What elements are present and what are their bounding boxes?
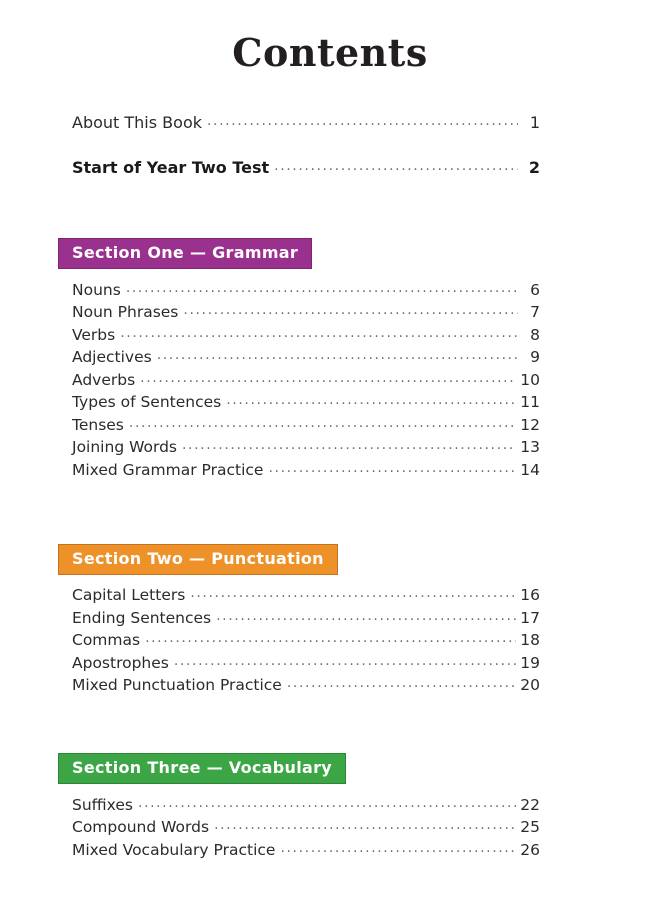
toc-entry-label: Adverbs: [72, 370, 136, 389]
dot-leader: [190, 585, 516, 601]
dot-leader: [183, 302, 518, 318]
toc-entry-page: 7: [530, 303, 540, 321]
section-one-banner-wrap: [58, 238, 540, 269]
toc-entry[interactable]: [72, 324, 540, 343]
dot-leader: [226, 392, 516, 408]
dot-leader: [280, 839, 516, 855]
toc-entry-page: 2: [528, 158, 540, 177]
toc-entry-page: 12: [520, 415, 540, 434]
section-three: [72, 753, 540, 858]
toc-entry-label: Ending Sentences: [72, 608, 212, 627]
toc-entry-label: Suffixes: [72, 795, 133, 814]
dot-leader: [216, 607, 516, 623]
spacer: [72, 131, 540, 157]
toc-entry[interactable]: [72, 157, 540, 176]
toc-entry-label: Joining Words: [72, 438, 177, 456]
table-of-contents: [72, 112, 540, 862]
toc-entry[interactable]: [72, 414, 540, 433]
dot-leader: [287, 675, 516, 691]
dot-leader: [268, 459, 516, 475]
toc-entry-label: Start of Year Two Test: [72, 158, 270, 177]
toc-entry-label: Apostrophes: [72, 653, 169, 672]
section-banner-vocabulary: Section Three — Vocabulary: [58, 753, 346, 784]
section-one-list: [72, 279, 540, 478]
toc-entry-label: Adjectives: [72, 348, 152, 366]
toc-entry[interactable]: [72, 112, 540, 131]
front-matter-list: [72, 112, 540, 176]
dot-leader: [214, 817, 516, 833]
toc-entry-label: Mixed Punctuation Practice: [72, 676, 282, 694]
toc-entry[interactable]: [72, 369, 540, 388]
toc-entry[interactable]: [72, 302, 540, 321]
section-two: [72, 544, 540, 694]
toc-entry-page: 10: [520, 370, 540, 389]
section-three-list: [72, 794, 540, 858]
toc-entry[interactable]: [72, 347, 540, 366]
section-two-banner-wrap: [58, 544, 540, 575]
toc-entry-page: 9: [530, 348, 540, 366]
toc-entry-label: Verbs: [72, 325, 116, 344]
toc-entry-label: Compound Words: [72, 818, 210, 836]
toc-entry[interactable]: [72, 279, 540, 298]
dot-leader: [207, 112, 518, 128]
dot-leader: [120, 324, 518, 340]
toc-entry-page: 6: [530, 280, 540, 299]
toc-entry-page: 11: [520, 393, 540, 411]
dot-leader: [129, 414, 516, 430]
spacer: [72, 176, 540, 238]
section-two-list: [72, 585, 540, 694]
toc-entry[interactable]: [72, 459, 540, 478]
page-title: Contents: [232, 30, 428, 75]
section-banner-grammar: Section One — Grammar: [58, 238, 312, 269]
dot-leader: [274, 157, 518, 173]
dot-leader: [157, 347, 518, 363]
toc-entry-label: Tenses: [72, 415, 124, 434]
toc-entry-label: Types of Sentences: [72, 393, 222, 411]
toc-entry-page: 22: [520, 795, 540, 814]
toc-entry-label: About This Book: [72, 113, 202, 132]
toc-entry-page: 17: [520, 608, 540, 627]
section-one: [72, 238, 540, 478]
toc-entry-page: 16: [520, 586, 540, 604]
toc-entry-label: Mixed Vocabulary Practice: [72, 840, 276, 859]
toc-entry-page: 26: [520, 840, 540, 859]
toc-entry-label: Capital Letters: [72, 586, 186, 604]
section-banner-punctuation: Section Two — Punctuation: [58, 544, 338, 575]
dot-leader: [140, 369, 516, 385]
toc-entry[interactable]: [72, 794, 540, 813]
toc-entry-page: 13: [520, 438, 540, 456]
toc-entry[interactable]: [72, 630, 540, 649]
toc-entry-page: 25: [520, 818, 540, 836]
section-three-banner-wrap: [58, 753, 540, 784]
toc-entry-label: Mixed Grammar Practice: [72, 460, 264, 479]
spacer: [72, 482, 540, 544]
spacer: [72, 697, 540, 753]
dot-leader: [145, 630, 516, 646]
toc-entry-label: Nouns: [72, 280, 121, 299]
toc-entry[interactable]: [72, 675, 540, 694]
toc-entry-page: 1: [529, 113, 540, 132]
dot-leader: [182, 437, 516, 453]
toc-entry[interactable]: [72, 392, 540, 411]
toc-entry[interactable]: [72, 652, 540, 671]
dot-leader: [138, 794, 516, 810]
toc-entry-page: 8: [530, 325, 540, 344]
toc-entry[interactable]: [72, 817, 540, 836]
toc-entry[interactable]: [72, 585, 540, 604]
toc-entry[interactable]: [72, 437, 540, 456]
toc-entry-page: 14: [520, 460, 540, 479]
toc-entry-page: 19: [520, 653, 540, 672]
toc-entry[interactable]: [72, 607, 540, 626]
dot-leader: [174, 652, 516, 668]
dot-leader: [126, 279, 518, 295]
toc-entry-label: Commas: [72, 631, 141, 649]
toc-entry-label: Noun Phrases: [72, 303, 179, 321]
toc-entry[interactable]: [72, 839, 540, 858]
toc-entry-page: 18: [520, 631, 540, 649]
toc-entry-page: 20: [520, 676, 540, 694]
